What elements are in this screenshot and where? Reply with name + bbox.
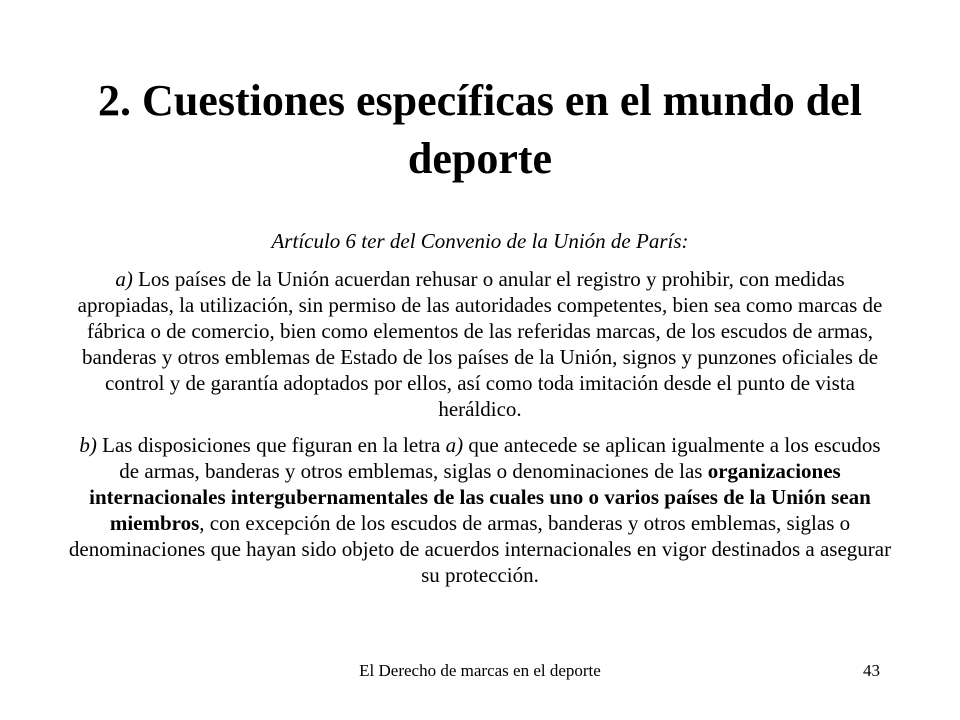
page-number: 43: [863, 661, 880, 680]
paragraph-b: [68, 432, 892, 588]
paragraph-b-text-2: que antecede se aplican igualmente a los escudos de armas, banderas y otros emblemas, siglas o denominaciones de las: [119, 433, 881, 483]
paragraph-b-ref: a): [445, 433, 464, 457]
paragraph-a-text: Los países de la Unión acuerdan rehusar o anular el registro y prohibir, con medidas apropiadas, la utilización, sin permiso de las autoridades competentes, bien sea como marcas de fábrica o de comercio, bien como elementos de las referidas marcas, de los escudos de armas, banderas y otros emblemas de Estado de los países de la Unión, signos y punzones oficiales de control y de garantía adoptados por ellos, así como toda imitación desde el punto de vista heráldico.: [77, 267, 883, 421]
paragraph-b-text-1: Las disposiciones que figuran en la letra: [96, 433, 446, 457]
paragraph-b-bold: organizaciones internacionales intergubernamentales de las cuales uno o varios países de la Unión sean miembros: [89, 459, 871, 535]
paragraph-a: [68, 266, 892, 422]
footer-title: El Derecho de marcas en el deporte: [359, 661, 601, 680]
paragraph-b-label: b): [79, 433, 97, 457]
slide-body: [68, 228, 892, 588]
slide-title: 2. Cuestiones específicas en el mundo del deporte: [98, 76, 862, 183]
paragraph-a-label: a): [115, 267, 133, 291]
article-reference: Artículo 6 ter del Convenio de la Unión de París:: [271, 229, 689, 253]
paragraph-b-text-3: , con excepción de los escudos de armas, banderas y otros emblemas, siglas o denominaciones que hayan sido objeto de acuerdos internacionales en vigor destinados a asegurar su protección.: [68, 511, 892, 587]
